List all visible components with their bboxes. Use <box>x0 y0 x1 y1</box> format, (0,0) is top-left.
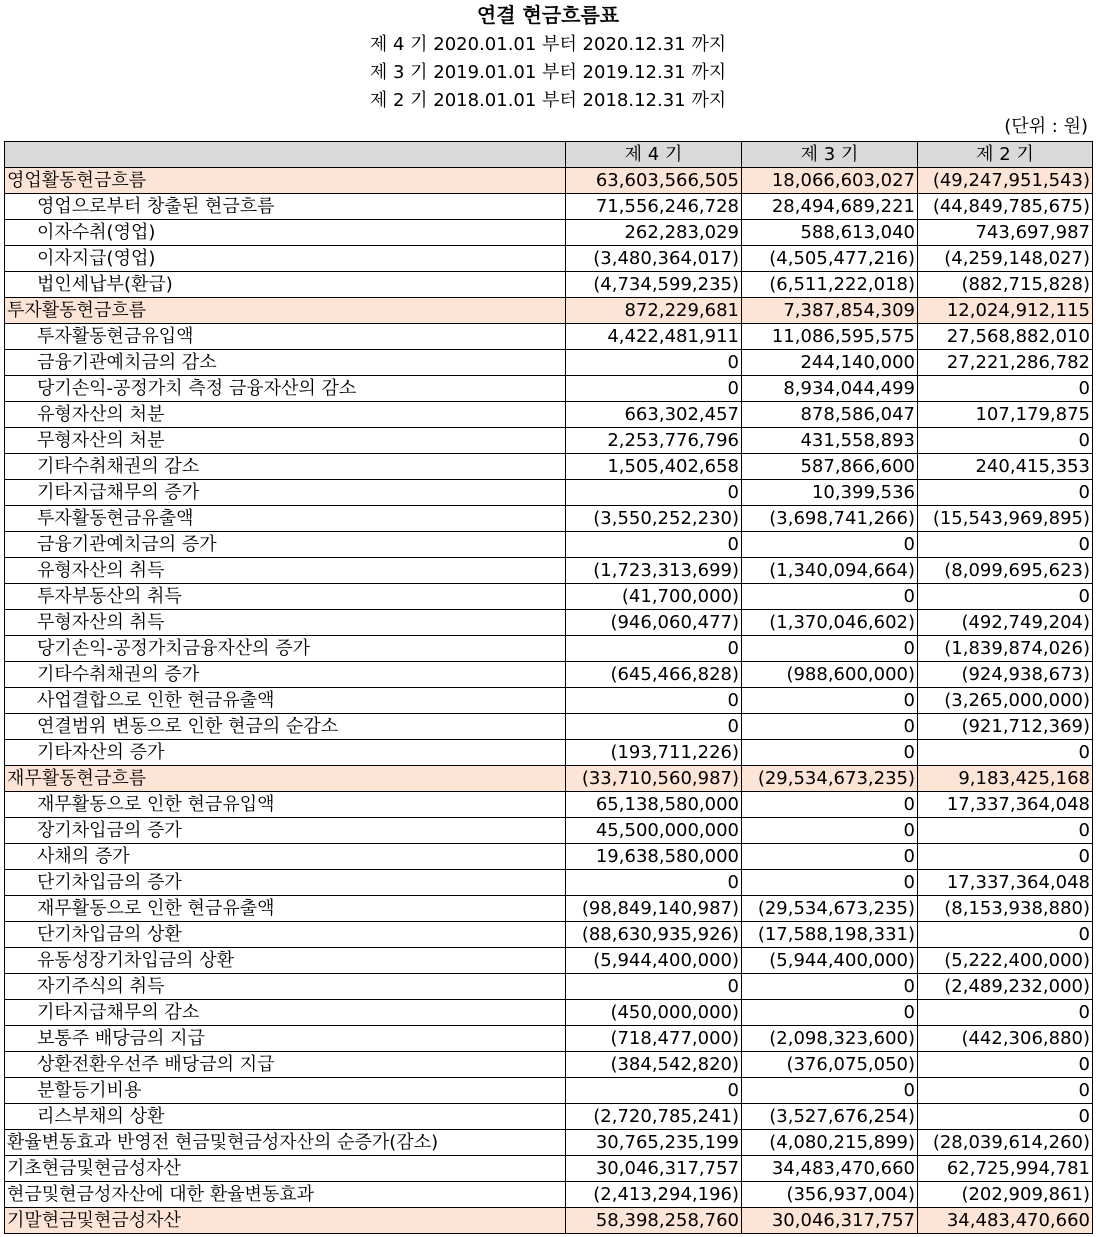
row-label: 리스부채의 상환 <box>5 1104 566 1130</box>
table-row <box>5 1078 1093 1104</box>
row-value-period-3: 0 <box>742 1000 918 1026</box>
row-value-period-4: (946,060,477) <box>566 610 742 636</box>
table-row <box>5 220 1093 246</box>
row-value-period-4: 65,138,580,000 <box>566 792 742 818</box>
row-value-period-4: 45,500,000,000 <box>566 818 742 844</box>
row-value-period-4: 872,229,681 <box>566 298 742 324</box>
row-value-period-4: 0 <box>566 532 742 558</box>
table-row <box>5 662 1093 688</box>
row-label: 보통주 배당금의 지급 <box>5 1026 566 1052</box>
row-value-period-3: 0 <box>742 636 918 662</box>
row-value-period-3: (4,505,477,216) <box>742 246 918 272</box>
table-row <box>5 246 1093 272</box>
row-value-period-3: 588,613,040 <box>742 220 918 246</box>
row-value-period-3: (1,340,094,664) <box>742 558 918 584</box>
row-value-period-2: 27,221,286,782 <box>918 350 1093 376</box>
row-value-period-3: (3,527,676,254) <box>742 1104 918 1130</box>
row-value-period-3: 11,086,595,575 <box>742 324 918 350</box>
row-value-period-4: (718,477,000) <box>566 1026 742 1052</box>
row-label: 법인세납부(환급) <box>5 272 566 298</box>
table-row <box>5 1052 1093 1078</box>
table-row <box>5 324 1093 350</box>
row-value-period-3: 244,140,000 <box>742 350 918 376</box>
row-value-period-3: (3,698,741,266) <box>742 506 918 532</box>
cash-flow-table <box>4 141 1093 1234</box>
table-row <box>5 1104 1093 1130</box>
row-value-period-4: (2,413,294,196) <box>566 1182 742 1208</box>
row-value-period-2: 0 <box>918 1052 1093 1078</box>
row-value-period-2: 17,337,364,048 <box>918 792 1093 818</box>
row-label: 무형자산의 취득 <box>5 610 566 636</box>
row-value-period-4: 0 <box>566 870 742 896</box>
row-value-period-4: 0 <box>566 714 742 740</box>
row-value-period-3: (6,511,222,018) <box>742 272 918 298</box>
row-value-period-2: 0 <box>918 1104 1093 1130</box>
row-label: 유형자산의 취득 <box>5 558 566 584</box>
row-value-period-2: 62,725,994,781 <box>918 1156 1093 1182</box>
row-value-period-2: (44,849,785,675) <box>918 194 1093 220</box>
row-label: 사채의 증가 <box>5 844 566 870</box>
row-label: 투자활동현금유출액 <box>5 506 566 532</box>
row-value-period-2: (442,306,880) <box>918 1026 1093 1052</box>
row-label: 재무활동으로 인한 현금유출액 <box>5 896 566 922</box>
row-value-period-4: (5,944,400,000) <box>566 948 742 974</box>
row-value-period-2: 0 <box>918 844 1093 870</box>
table-row <box>5 558 1093 584</box>
table-row <box>5 740 1093 766</box>
row-value-period-4: 4,422,481,911 <box>566 324 742 350</box>
row-label: 기타자산의 증가 <box>5 740 566 766</box>
row-value-period-2: (4,259,148,027) <box>918 246 1093 272</box>
header-label-column <box>5 142 566 168</box>
row-label: 자기주식의 취득 <box>5 974 566 1000</box>
row-value-period-2: 12,024,912,115 <box>918 298 1093 324</box>
row-value-period-2: 34,483,470,660 <box>918 1208 1093 1234</box>
row-value-period-4: (88,630,935,926) <box>566 922 742 948</box>
row-value-period-2: (202,909,861) <box>918 1182 1093 1208</box>
row-label: 단기차입금의 상환 <box>5 922 566 948</box>
row-value-period-3: (356,937,004) <box>742 1182 918 1208</box>
row-label: 영업활동현금흐름 <box>5 168 566 194</box>
section-total-row <box>5 766 1093 792</box>
table-row <box>5 428 1093 454</box>
row-value-period-3: 28,494,689,221 <box>742 194 918 220</box>
row-value-period-2: (1,839,874,026) <box>918 636 1093 662</box>
row-value-period-3: 878,586,047 <box>742 402 918 428</box>
row-label: 당기손익-공정가치금융자산의 증가 <box>5 636 566 662</box>
row-label: 재무활동현금흐름 <box>5 766 566 792</box>
row-value-period-4: 71,556,246,728 <box>566 194 742 220</box>
row-label: 유형자산의 처분 <box>5 402 566 428</box>
row-value-period-2: (3,265,000,000) <box>918 688 1093 714</box>
row-value-period-2: 0 <box>918 376 1093 402</box>
table-row <box>5 350 1093 376</box>
table-row <box>5 402 1093 428</box>
row-value-period-4: 0 <box>566 350 742 376</box>
row-value-period-3: 8,934,044,499 <box>742 376 918 402</box>
row-value-period-4: 262,283,029 <box>566 220 742 246</box>
row-value-period-4: 663,302,457 <box>566 402 742 428</box>
row-label: 무형자산의 처분 <box>5 428 566 454</box>
row-value-period-3: 7,387,854,309 <box>742 298 918 324</box>
row-value-period-3: (29,534,673,235) <box>742 766 918 792</box>
row-value-period-3: (2,098,323,600) <box>742 1026 918 1052</box>
table-row <box>5 1026 1093 1052</box>
row-value-period-2: 107,179,875 <box>918 402 1093 428</box>
row-value-period-2: 9,183,425,168 <box>918 766 1093 792</box>
row-value-period-3: 0 <box>742 870 918 896</box>
row-value-period-4: (98,849,140,987) <box>566 896 742 922</box>
row-value-period-2: (8,153,938,880) <box>918 896 1093 922</box>
row-value-period-3: (376,075,050) <box>742 1052 918 1078</box>
row-label: 기타지급채무의 증가 <box>5 480 566 506</box>
row-label: 재무활동으로 인한 현금유입액 <box>5 792 566 818</box>
table-row <box>5 636 1093 662</box>
row-value-period-4: (3,550,252,230) <box>566 506 742 532</box>
row-value-period-2: (28,039,614,260) <box>918 1130 1093 1156</box>
table-row <box>5 870 1093 896</box>
row-value-period-4: 30,765,235,199 <box>566 1130 742 1156</box>
row-label: 기타수취채권의 증가 <box>5 662 566 688</box>
table-row <box>5 948 1093 974</box>
row-value-period-3: (29,534,673,235) <box>742 896 918 922</box>
row-label: 당기손익-공정가치 측정 금융자산의 감소 <box>5 376 566 402</box>
row-label: 기타수취채권의 감소 <box>5 454 566 480</box>
table-row <box>5 974 1093 1000</box>
row-value-period-4: (450,000,000) <box>566 1000 742 1026</box>
row-label: 기말현금및현금성자산 <box>5 1208 566 1234</box>
row-value-period-4: 0 <box>566 1078 742 1104</box>
table-row <box>5 584 1093 610</box>
table-row <box>5 610 1093 636</box>
row-value-period-3: 0 <box>742 584 918 610</box>
row-value-period-2: (8,099,695,623) <box>918 558 1093 584</box>
row-value-period-2: (49,247,951,543) <box>918 168 1093 194</box>
row-label: 이자지급(영업) <box>5 246 566 272</box>
row-value-period-3: 0 <box>742 818 918 844</box>
row-value-period-2: 0 <box>918 532 1093 558</box>
row-label: 단기차입금의 증가 <box>5 870 566 896</box>
row-value-period-3: 0 <box>742 688 918 714</box>
row-value-period-2: 743,697,987 <box>918 220 1093 246</box>
table-row <box>5 1182 1093 1208</box>
row-value-period-3: 34,483,470,660 <box>742 1156 918 1182</box>
table-row <box>5 1156 1093 1182</box>
table-row <box>5 532 1093 558</box>
row-value-period-3: 0 <box>742 1078 918 1104</box>
row-label: 투자활동현금유입액 <box>5 324 566 350</box>
row-value-period-3: 18,066,603,027 <box>742 168 918 194</box>
row-label: 상환전환우선주 배당금의 지급 <box>5 1052 566 1078</box>
table-row <box>5 272 1093 298</box>
row-value-period-4: (193,711,226) <box>566 740 742 766</box>
row-value-period-2: (2,489,232,000) <box>918 974 1093 1000</box>
table-body <box>5 168 1093 1234</box>
table-row <box>5 896 1093 922</box>
row-value-period-2: (924,938,673) <box>918 662 1093 688</box>
table-row <box>5 818 1093 844</box>
row-label: 이자수취(영업) <box>5 220 566 246</box>
row-value-period-2: (5,222,400,000) <box>918 948 1093 974</box>
section-total-row <box>5 168 1093 194</box>
row-value-period-4: 30,046,317,757 <box>566 1156 742 1182</box>
row-label: 환율변동효과 반영전 현금및현금성자산의 순증가(감소) <box>5 1130 566 1156</box>
table-row <box>5 480 1093 506</box>
row-value-period-2: 27,568,882,010 <box>918 324 1093 350</box>
period-line-2: 제 2 기 2018.01.01 부터 2018.12.31 까지 <box>369 90 727 111</box>
row-value-period-4: (41,700,000) <box>566 584 742 610</box>
row-value-period-4: (384,542,820) <box>566 1052 742 1078</box>
table-row <box>5 1000 1093 1026</box>
table-row <box>5 376 1093 402</box>
row-value-period-4: 0 <box>566 376 742 402</box>
row-label: 연결범위 변동으로 인한 현금의 순감소 <box>5 714 566 740</box>
row-value-period-4: 63,603,566,505 <box>566 168 742 194</box>
row-value-period-4: 0 <box>566 636 742 662</box>
row-value-period-4: 58,398,258,760 <box>566 1208 742 1234</box>
header-period-2: 제 2 기 <box>918 142 1093 168</box>
row-label: 금융기관예치금의 감소 <box>5 350 566 376</box>
row-value-period-2: 0 <box>918 740 1093 766</box>
row-value-period-4: 0 <box>566 974 742 1000</box>
row-value-period-4: (4,734,599,235) <box>566 272 742 298</box>
row-value-period-4: (645,466,828) <box>566 662 742 688</box>
row-value-period-3: 587,866,600 <box>742 454 918 480</box>
unit-label: (단위 : 원) <box>1004 116 1088 137</box>
row-value-period-4: 2,253,776,796 <box>566 428 742 454</box>
table-row <box>5 922 1093 948</box>
row-value-period-2: (921,712,369) <box>918 714 1093 740</box>
row-value-period-3: (988,600,000) <box>742 662 918 688</box>
row-value-period-2: 240,415,353 <box>918 454 1093 480</box>
row-value-period-3: 0 <box>742 974 918 1000</box>
period-line-3: 제 3 기 2019.01.01 부터 2019.12.31 까지 <box>369 62 727 83</box>
row-label: 장기차입금의 증가 <box>5 818 566 844</box>
section-total-row <box>5 298 1093 324</box>
row-value-period-3: 0 <box>742 714 918 740</box>
row-value-period-4: 0 <box>566 688 742 714</box>
row-value-period-2: 0 <box>918 584 1093 610</box>
table-row <box>5 844 1093 870</box>
header-period-3: 제 3 기 <box>742 142 918 168</box>
row-value-period-3: 0 <box>742 532 918 558</box>
row-value-period-3: (1,370,046,602) <box>742 610 918 636</box>
row-label: 투자활동현금흐름 <box>5 298 566 324</box>
row-label: 유동성장기차입금의 상환 <box>5 948 566 974</box>
row-label: 금융기관예치금의 증가 <box>5 532 566 558</box>
row-value-period-4: 19,638,580,000 <box>566 844 742 870</box>
report-title: 연결 현금흐름표 <box>476 3 620 27</box>
row-value-period-2: 0 <box>918 922 1093 948</box>
row-label: 기타지급채무의 감소 <box>5 1000 566 1026</box>
table-row <box>5 792 1093 818</box>
row-value-period-4: 1,505,402,658 <box>566 454 742 480</box>
row-label: 현금및현금성자산에 대한 환율변동효과 <box>5 1182 566 1208</box>
row-value-period-2: 0 <box>918 480 1093 506</box>
table-header-row <box>5 142 1093 168</box>
table-row <box>5 688 1093 714</box>
row-value-period-2: 0 <box>918 1000 1093 1026</box>
row-label: 투자부동산의 취득 <box>5 584 566 610</box>
row-value-period-2: (882,715,828) <box>918 272 1093 298</box>
row-value-period-3: 431,558,893 <box>742 428 918 454</box>
row-value-period-2: 0 <box>918 1078 1093 1104</box>
row-label: 기초현금및현금성자산 <box>5 1156 566 1182</box>
row-value-period-3: (5,944,400,000) <box>742 948 918 974</box>
row-value-period-4: (3,480,364,017) <box>566 246 742 272</box>
row-label: 분할등기비용 <box>5 1078 566 1104</box>
row-value-period-4: (2,720,785,241) <box>566 1104 742 1130</box>
row-value-period-4: 0 <box>566 480 742 506</box>
table-row <box>5 454 1093 480</box>
table-row <box>5 1130 1093 1156</box>
row-label: 영업으로부터 창출된 현금흐름 <box>5 194 566 220</box>
row-value-period-3: 0 <box>742 792 918 818</box>
row-value-period-3: 10,399,536 <box>742 480 918 506</box>
row-value-period-3: 0 <box>742 844 918 870</box>
table-row <box>5 194 1093 220</box>
section-total-row <box>5 1208 1093 1234</box>
row-value-period-3: 30,046,317,757 <box>742 1208 918 1234</box>
row-value-period-2: 0 <box>918 428 1093 454</box>
row-value-period-3: (4,080,215,899) <box>742 1130 918 1156</box>
row-value-period-2: 0 <box>918 818 1093 844</box>
table-row <box>5 506 1093 532</box>
row-label: 사업결합으로 인한 현금유출액 <box>5 688 566 714</box>
header-period-4: 제 4 기 <box>566 142 742 168</box>
row-value-period-4: (33,710,560,987) <box>566 766 742 792</box>
row-value-period-2: (15,543,969,895) <box>918 506 1093 532</box>
table-row <box>5 714 1093 740</box>
row-value-period-3: (17,588,198,331) <box>742 922 918 948</box>
row-value-period-2: (492,749,204) <box>918 610 1093 636</box>
row-value-period-3: 0 <box>742 740 918 766</box>
period-line-4: 제 4 기 2020.01.01 부터 2020.12.31 까지 <box>369 34 727 55</box>
row-value-period-4: (1,723,313,699) <box>566 558 742 584</box>
row-value-period-2: 17,337,364,048 <box>918 870 1093 896</box>
